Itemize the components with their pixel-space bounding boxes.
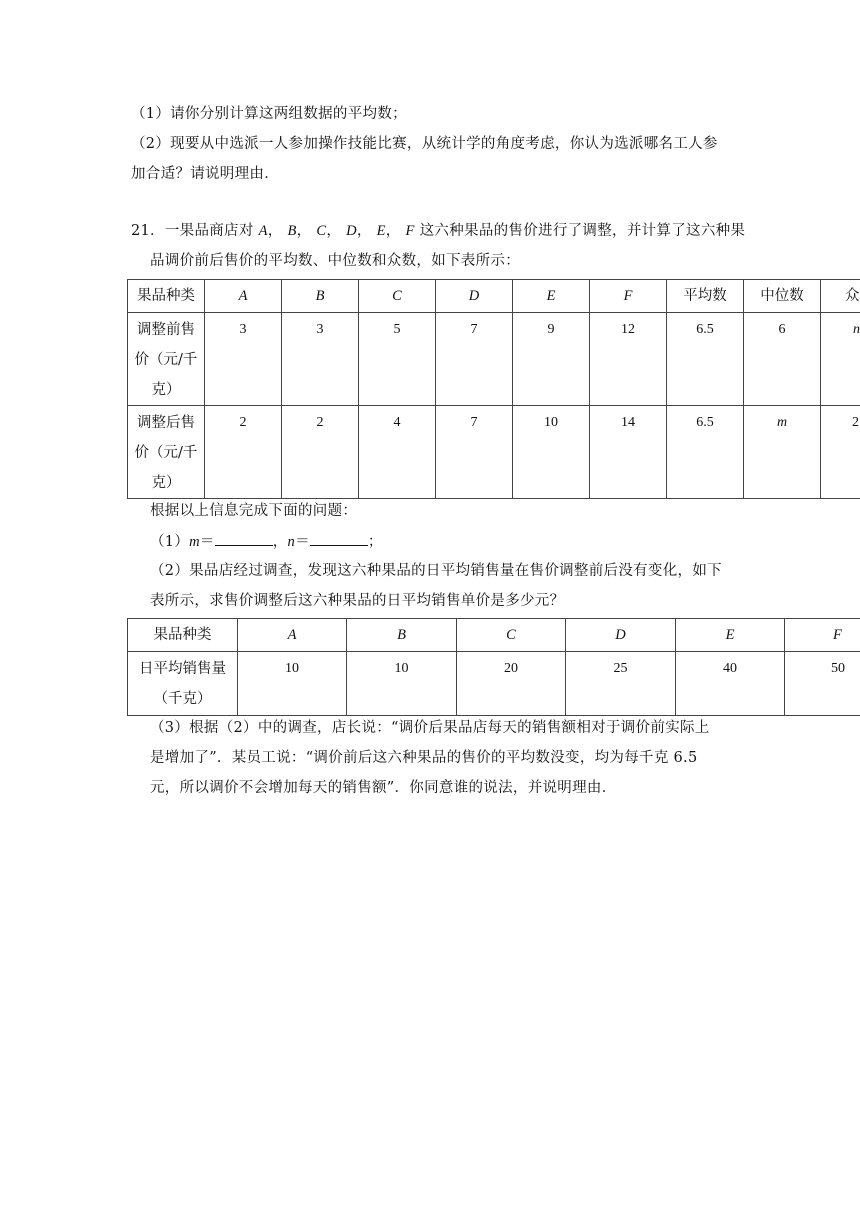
q21-sep: ， bbox=[326, 223, 342, 239]
table-row bbox=[128, 652, 860, 716]
header-cell-d: D bbox=[566, 619, 676, 652]
table-cell: 10 bbox=[238, 652, 347, 716]
sub1-end: ； bbox=[367, 534, 383, 550]
q21-letter-a: A bbox=[258, 223, 268, 239]
header-cell-median: 中位数 bbox=[744, 280, 821, 313]
table-cell: 50 bbox=[785, 652, 860, 716]
q21-letter-d: D bbox=[346, 223, 357, 239]
row-label-line: 克） bbox=[151, 475, 181, 491]
table-cell: 25 bbox=[566, 652, 676, 716]
header-cell-f: F bbox=[785, 619, 860, 652]
q21-letter-c: C bbox=[316, 223, 327, 239]
table-cell: 3 bbox=[205, 313, 282, 406]
table-row bbox=[128, 406, 860, 499]
header-cell-b: B bbox=[282, 280, 359, 313]
q21-sub3-line2: 是增加了”．某员工说：“调价前后这六种果品的售价的平均数没变，均为每千克 6.5 bbox=[150, 750, 698, 766]
header-cell-c: C bbox=[359, 280, 436, 313]
q21-sep: ， bbox=[296, 223, 312, 239]
row-label-line: 调整后售 bbox=[137, 415, 195, 431]
q21-letter-f: F bbox=[405, 223, 415, 239]
sub1-comma: ， bbox=[272, 534, 288, 550]
table-cell-median-m: m bbox=[744, 406, 821, 499]
q21-intro-num: 21．一果品商店对 bbox=[131, 223, 254, 239]
table-cell: 10 bbox=[513, 406, 590, 499]
table-cell: 7 bbox=[436, 406, 513, 499]
q21-sub1 bbox=[150, 531, 383, 552]
q21-intro-line1 bbox=[131, 221, 745, 241]
table-cell: 6 bbox=[744, 313, 821, 406]
table-cell: 6.5 bbox=[667, 406, 744, 499]
q21-letter-e: E bbox=[376, 223, 386, 239]
header-cell-e: E bbox=[513, 280, 590, 313]
table-cell: 3 bbox=[282, 313, 359, 406]
q21-sub3-line3: 元，所以调价不会增加每天的销售额”．你同意谁的说法，并说明理由． bbox=[150, 780, 617, 796]
q20-part2-line2: 加合适？请说明理由． bbox=[131, 166, 279, 182]
row-label-line: 价（元/千 bbox=[134, 445, 198, 461]
answer-blank-n bbox=[310, 531, 368, 546]
table-cell: 20 bbox=[457, 652, 566, 716]
table-cell: 7 bbox=[436, 313, 513, 406]
header-cell-category: 果品种类 bbox=[128, 280, 205, 313]
header-cell-mean: 平均数 bbox=[667, 280, 744, 313]
table-cell: 2 bbox=[282, 406, 359, 499]
price-table-header-row bbox=[128, 280, 860, 313]
sub1-equals: ＝ bbox=[295, 534, 310, 550]
row-label-before bbox=[128, 313, 205, 406]
q21-instruction: 根据以上信息完成下面的问题： bbox=[150, 503, 358, 519]
q21-intro-tail: 这六种果品的售价进行了调整，并计算了这六种果 bbox=[419, 223, 746, 239]
q20-part1: （1）请你分别计算这两组数据的平均数； bbox=[131, 106, 407, 122]
table-cell: 5 bbox=[359, 313, 436, 406]
header-cell-d: D bbox=[436, 280, 513, 313]
header-cell-e: E bbox=[676, 619, 785, 652]
sub1-equals: ＝ bbox=[199, 534, 215, 550]
q21-intro-line2: 品调价前后售价的平均数、中位数和众数，如下表所示： bbox=[150, 253, 520, 269]
q21-sub2-line2: 表所示，求售价调整后这六种果品的日平均销售单价是多少元？ bbox=[150, 593, 565, 609]
table-cell: 10 bbox=[347, 652, 457, 716]
row-label-after bbox=[128, 406, 205, 499]
q21-sep: ， bbox=[267, 223, 283, 239]
table-cell: 6.5 bbox=[667, 313, 744, 406]
q21-sub3-line1: （3）根据（2）中的调查，店长说：“调价后果品店每天的销售额相对于调价前实际上 bbox=[150, 720, 710, 736]
table-cell: 9 bbox=[513, 313, 590, 406]
header-cell-a: A bbox=[205, 280, 282, 313]
header-cell-f: F bbox=[590, 280, 667, 313]
q21-sep: ， bbox=[385, 223, 401, 239]
row-label-line: 克） bbox=[151, 382, 181, 398]
sub1-var-m: m bbox=[189, 534, 200, 550]
row-label-sales bbox=[128, 652, 238, 716]
table-cell: 4 bbox=[359, 406, 436, 499]
table-cell: 40 bbox=[676, 652, 785, 716]
header-cell-a: A bbox=[238, 619, 347, 652]
header-cell-mode: 众 bbox=[821, 280, 860, 313]
sub1-prefix: （1） bbox=[150, 534, 190, 550]
table-cell: 14 bbox=[590, 406, 667, 499]
q21-letter-b: B bbox=[287, 223, 297, 239]
table-row bbox=[128, 313, 860, 406]
q20-part2-line1: （2）现要从中选派一人参加操作技能比赛，从统计学的角度考虑，你认为选派哪名工人参 bbox=[131, 136, 718, 152]
row-label-line: （千克） bbox=[153, 691, 212, 707]
table-cell: 12 bbox=[590, 313, 667, 406]
q21-sep: ， bbox=[356, 223, 372, 239]
sub1-var-n: n bbox=[287, 534, 296, 550]
row-label-line: 价（元/千 bbox=[134, 352, 198, 368]
q21-sub2-line1: （2）果品店经过调查，发现这六种果品的日平均销售量在售价调整前后没有变化，如下 bbox=[150, 563, 722, 579]
table-cell: 2 bbox=[205, 406, 282, 499]
row-label-line: 日平均销售量 bbox=[139, 661, 226, 677]
table-cell-mode-n: n bbox=[821, 313, 860, 406]
answer-blank-m bbox=[215, 531, 273, 546]
header-cell-c: C bbox=[457, 619, 566, 652]
header-cell-category: 果品种类 bbox=[128, 619, 238, 652]
sales-table-header-row bbox=[128, 619, 860, 652]
header-cell-b: B bbox=[347, 619, 457, 652]
price-table bbox=[127, 279, 860, 499]
row-label-line: 调整前售 bbox=[137, 322, 195, 338]
table-cell-mode-after: 2 bbox=[821, 406, 860, 499]
sales-table bbox=[127, 618, 860, 716]
